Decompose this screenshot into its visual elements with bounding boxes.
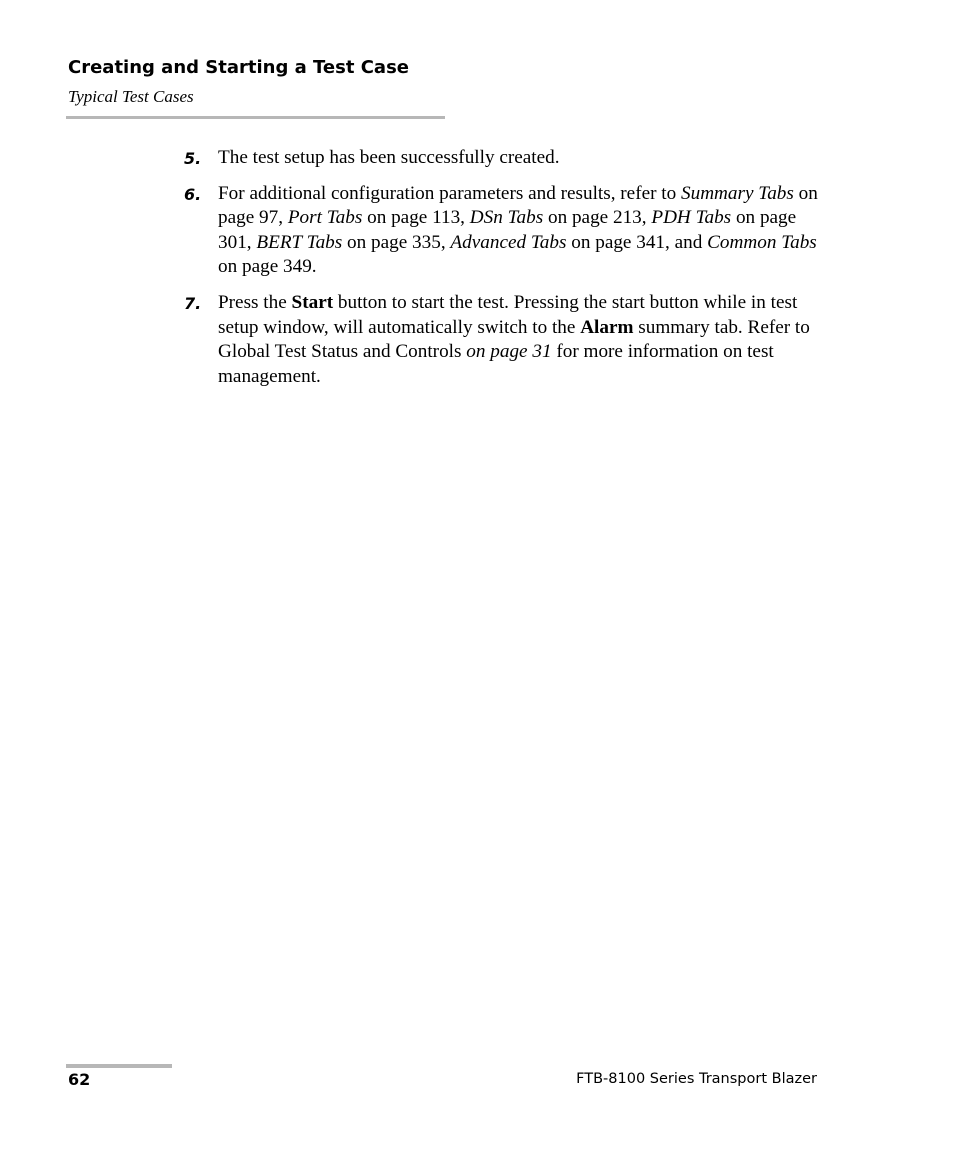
- emphasis-text: Port Tabs: [287, 207, 363, 229]
- text-run: on page 341, and: [566, 231, 708, 253]
- page-header-title: Creating and Starting a Test Case: [68, 57, 409, 78]
- step-number: 6.: [184, 184, 202, 204]
- text-run: on page 213,: [543, 207, 652, 229]
- step-text: [218, 182, 824, 280]
- strong-text: Start: [291, 291, 334, 313]
- emphasis-text: on page 31: [466, 341, 552, 363]
- text-run: on page 113,: [362, 207, 470, 229]
- text-run: Press the: [218, 291, 292, 313]
- text-run: button to start the test. Pressing the start button while in test setup window, will automatically switch to the: [218, 291, 798, 338]
- strong-text: Alarm: [580, 316, 634, 338]
- text-run: The test setup has been successfully created.: [218, 147, 560, 168]
- step-number: 5.: [184, 149, 202, 168]
- emphasis-text: DSn Tabs: [469, 207, 544, 229]
- text-run: for more information on test management.: [218, 341, 774, 387]
- step-number: 7.: [184, 293, 202, 313]
- step-text: [218, 146, 824, 171]
- emphasis-text: BERT Tabs: [256, 231, 343, 253]
- text-run: summary tab. Refer to Global Test Status and Controls: [218, 316, 810, 363]
- header-divider: [66, 116, 445, 119]
- footer-divider: [66, 1064, 172, 1068]
- emphasis-text: Summary Tabs: [681, 182, 794, 204]
- text-run: on page 349.: [218, 256, 317, 278]
- emphasis-text: Advanced Tabs: [450, 231, 567, 253]
- text-run: on page 301,: [218, 207, 797, 253]
- step-item: [184, 291, 824, 389]
- emphasis-text: PDH Tabs: [651, 207, 732, 229]
- step-item: [184, 146, 824, 171]
- text-run: on page 97,: [218, 182, 818, 229]
- page-number: 62: [68, 1070, 91, 1089]
- text-run: on page 335,: [342, 231, 451, 253]
- step-text: [218, 291, 824, 389]
- text-run: For additional configuration parameters and results, refer to: [218, 182, 682, 204]
- step-item: [184, 182, 824, 280]
- emphasis-text: Common Tabs: [707, 231, 817, 253]
- footer-product-title: FTB-8100 Series Transport Blazer: [576, 1071, 817, 1087]
- page-header-subtitle: Typical Test Cases: [68, 87, 194, 106]
- step-list: [184, 146, 824, 400]
